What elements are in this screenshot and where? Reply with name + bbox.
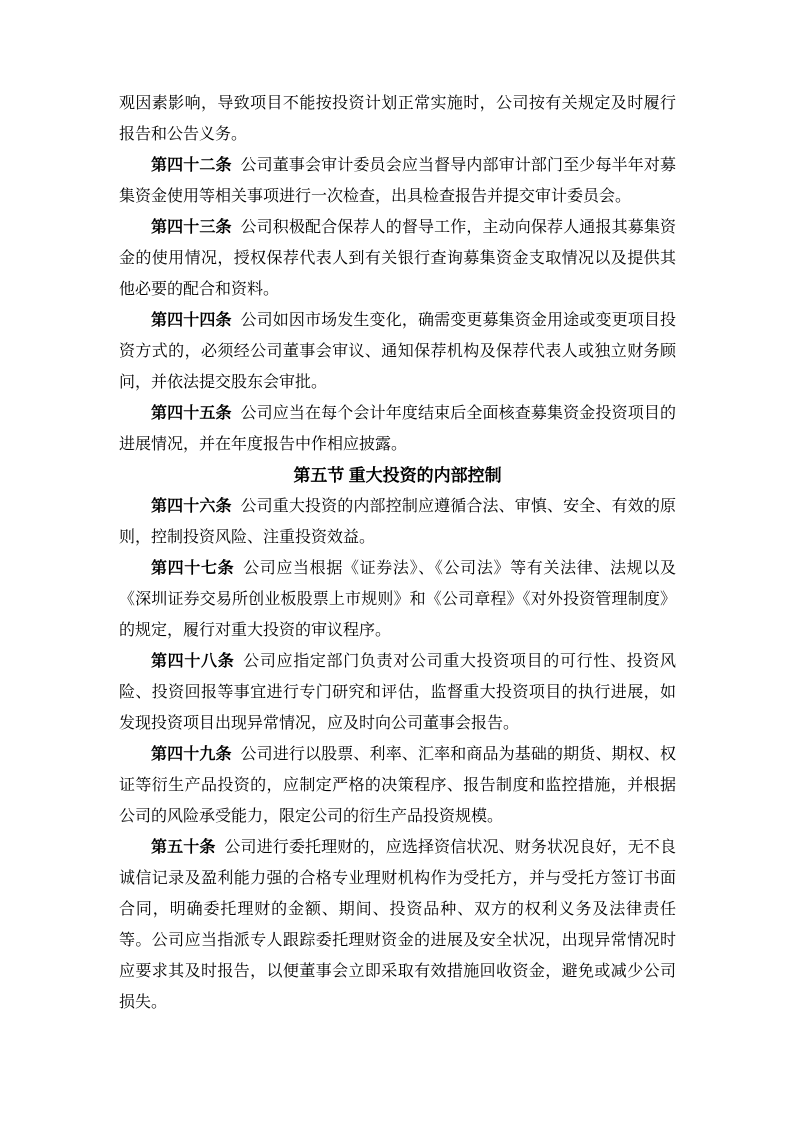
- article-45-label: 第四十五条: [151, 405, 232, 422]
- article-50-text: 公司进行委托理财的，应选择资信状况、财务状况良好，无不良诚信记录及盈利能力强的合格专业理财机构作为受托方，并与受托方签订书面合同，明确委托理财的金额、期间、投资品种、双方的权利义务及法律责任等。公司应当指派专人跟踪委托理财资金的进展及安全状况，出现异常情况时应要求其及时报告，以便董事会立即采取有效措施回收资金，避免或减少公司损失。: [119, 839, 676, 1011]
- article-45-paragraph: [119, 398, 676, 460]
- article-46-label: 第四十六条: [151, 498, 232, 515]
- article-45-text: 公司应当在每个会计年度结束后全面核查募集资金投资项目的进展情况，并在年度报告中作相应披露。: [119, 405, 676, 453]
- article-50-paragraph: [119, 832, 676, 1018]
- article-47-text: 公司应当根据《证券法》、《公司法》等有关法律、法规以及《深圳证券交易所创业板股票上市规则》和《公司章程》《对外投资管理制度》的规定，履行对重大投资的审议程序。: [119, 560, 676, 639]
- paragraph-text: 观因素影响，导致项目不能按投资计划正常实施时，公司按有关规定及时履行报告和公告义务。: [119, 95, 676, 143]
- article-49-paragraph: [119, 739, 676, 832]
- article-44-text: 公司如因市场发生变化，确需变更募集资金用途或变更项目投资方式的，必须经公司董事会审议、通知保荐机构及保荐代表人或独立财务顾问，并依法提交股东会审批。: [119, 312, 676, 391]
- article-42-paragraph: [119, 150, 676, 212]
- article-43-label: 第四十三条: [151, 219, 232, 236]
- article-47-label: 第四十七条: [151, 560, 235, 577]
- article-49-text: 公司进行以股票、利率、汇率和商品为基础的期货、期权、权证等衍生产品投资的，应制定严格的决策程序、报告制度和监控措施，并根据公司的风险承受能力，限定公司的衍生产品投资规模。: [119, 746, 676, 825]
- article-42-label: 第四十二条: [151, 157, 232, 174]
- article-48-label: 第四十八条: [151, 653, 235, 670]
- article-46-paragraph: [119, 491, 676, 553]
- article-50-label: 第五十条: [151, 839, 216, 856]
- article-47-paragraph: [119, 553, 676, 646]
- article-48-text: 公司应指定部门负责对公司重大投资项目的可行性、投资风险、投资回报等事宜进行专门研究和评估，监督重大投资项目的执行进展，如发现投资项目出现异常情况，应及时向公司董事会报告。: [119, 653, 676, 732]
- section-5-heading: 第五节 重大投资的内部控制: [293, 466, 502, 485]
- article-42-text: 公司董事会审计委员会应当督导内部审计部门至少每半年对募集资金使用等相关事项进行一次检查，出具检查报告并提交审计委员会。: [119, 157, 676, 205]
- article-44-paragraph: [119, 305, 676, 398]
- article-46-text: 公司重大投资的内部控制应遵循合法、审慎、安全、有效的原则，控制投资风险、注重投资效益。: [119, 498, 676, 546]
- paragraph-continuation: [119, 88, 676, 150]
- article-43-text: 公司积极配合保荐人的督导工作，主动向保荐人通报其募集资金的使用情况，授权保荐代表人到有关银行查询募集资金支取情况以及提供其他必要的配合和资料。: [119, 219, 676, 298]
- article-48-paragraph: [119, 646, 676, 739]
- article-44-label: 第四十四条: [151, 312, 232, 329]
- article-49-label: 第四十九条: [151, 746, 232, 763]
- article-43-paragraph: [119, 212, 676, 305]
